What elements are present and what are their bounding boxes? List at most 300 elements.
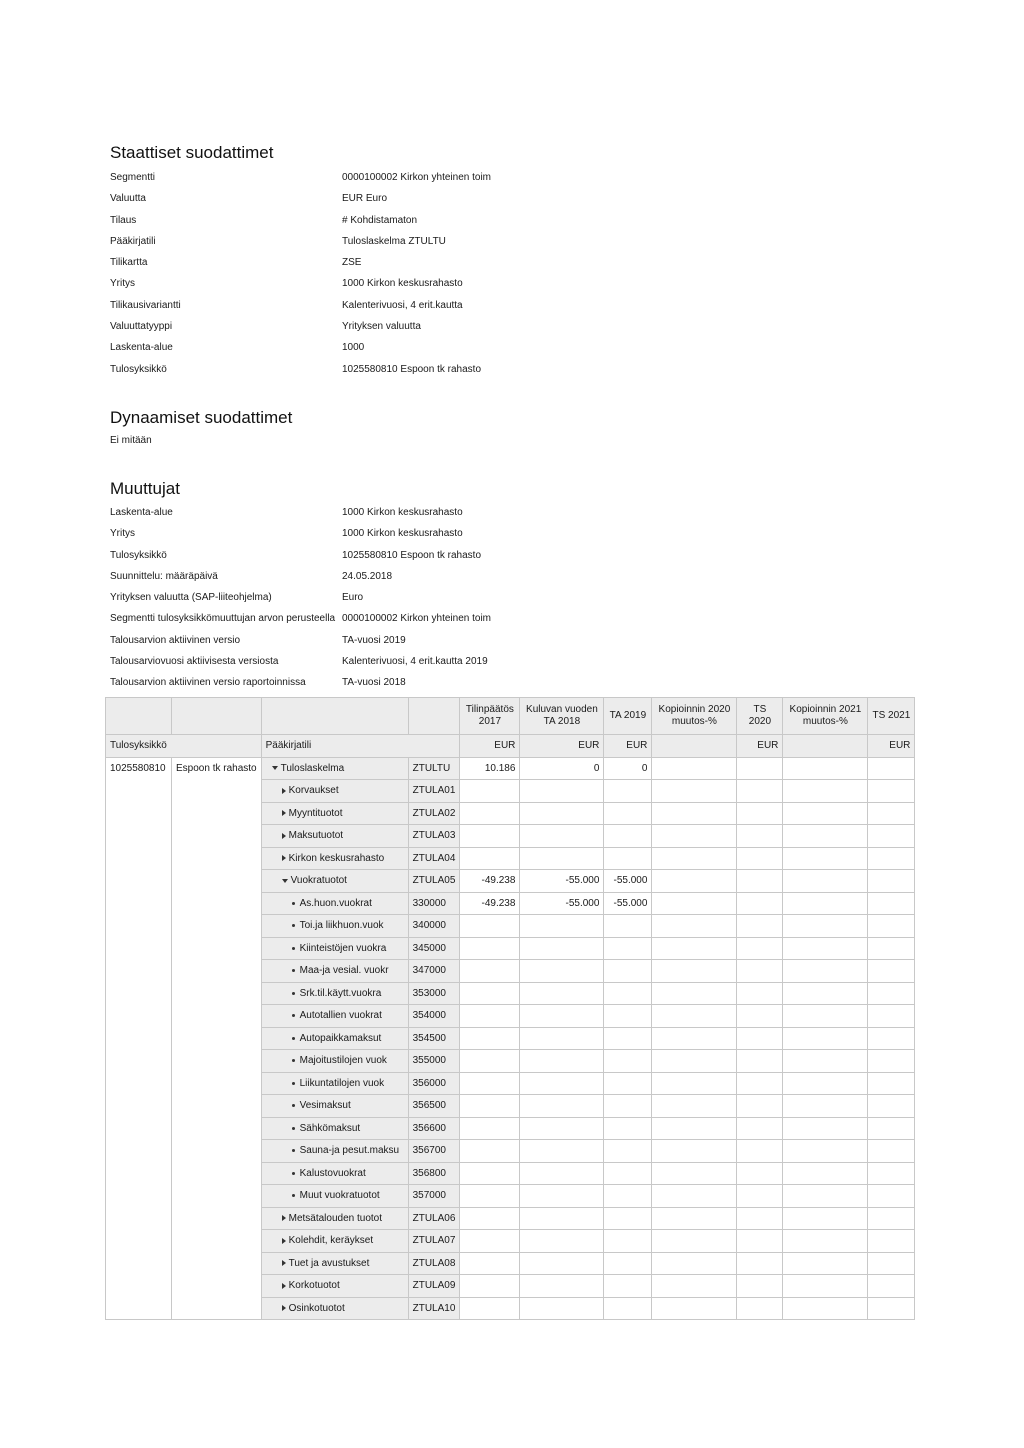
value-cell	[868, 982, 915, 1005]
gl-account-code: 354000	[408, 1005, 460, 1028]
gl-account-code: 355000	[408, 1050, 460, 1073]
gl-account-code: ZTULA07	[408, 1230, 460, 1253]
bullet-icon	[292, 902, 295, 905]
variable-row	[110, 656, 710, 677]
bullet-icon	[292, 1014, 295, 1017]
value-cell	[520, 1230, 604, 1253]
gl-account-name: Osinkotuotot	[288, 1302, 345, 1314]
value-cell	[604, 1027, 652, 1050]
static-filter-row	[110, 278, 710, 299]
static-filter-key: Tulosyksikkö	[110, 363, 167, 375]
variable-key: Talousarvion aktiivinen versio	[110, 634, 241, 646]
value-cell	[737, 780, 783, 803]
variable-row	[110, 635, 710, 656]
value-cell	[460, 1117, 520, 1140]
variable-value: 24.05.2018	[342, 570, 393, 582]
value-cell	[520, 1207, 604, 1230]
gl-account-label[interactable]	[261, 802, 408, 825]
value-cell	[652, 757, 737, 780]
gl-account-code: ZTULTU	[408, 757, 460, 780]
gl-account-name: Vuokratuotot	[290, 875, 347, 887]
gl-account-code: ZTULA08	[408, 1252, 460, 1275]
static-filter-row	[110, 236, 710, 257]
value-cell	[783, 870, 868, 893]
value-cell: 0	[520, 757, 604, 780]
gl-account-code: 357000	[408, 1185, 460, 1208]
value-cell	[520, 1117, 604, 1140]
value-cell: -55.000	[604, 870, 652, 893]
value-cell	[652, 1117, 737, 1140]
gl-account-name: Vesimaksut	[299, 1100, 351, 1112]
value-cell	[604, 780, 652, 803]
variable-row	[110, 571, 710, 592]
gl-account-label[interactable]	[261, 1252, 408, 1275]
value-cell	[737, 892, 783, 915]
static-filter-row	[110, 172, 710, 193]
value-cell	[652, 1162, 737, 1185]
bullet-icon	[292, 947, 295, 950]
value-cell	[737, 1252, 783, 1275]
bullet-icon	[292, 1104, 295, 1107]
value-cell	[520, 960, 604, 983]
value-cell	[652, 982, 737, 1005]
value-cell	[783, 960, 868, 983]
gl-account-code: 356800	[408, 1162, 460, 1185]
value-cell	[460, 982, 520, 1005]
gl-account-code: 340000	[408, 915, 460, 938]
gl-account-code: 356000	[408, 1072, 460, 1095]
variables-list	[110, 507, 710, 699]
gl-account-label	[261, 960, 408, 983]
variable-value: 1025580810 Espoon tk rahasto	[342, 549, 481, 561]
value-cell	[520, 1027, 604, 1050]
value-cell	[520, 1297, 604, 1320]
header-blank-cell	[106, 698, 172, 735]
gl-account-label[interactable]	[261, 847, 408, 870]
bullet-icon	[292, 1037, 295, 1040]
bullet-icon	[292, 1194, 295, 1197]
gl-account-name: Autotallien vuokrat	[299, 1010, 382, 1022]
static-filter-value: Tuloslaskelma ZTULTU	[342, 235, 446, 247]
static-filter-value: 1000	[342, 342, 365, 354]
value-cell	[520, 780, 604, 803]
value-cell	[737, 1207, 783, 1230]
value-cell	[604, 915, 652, 938]
gl-account-label[interactable]	[261, 1297, 408, 1320]
value-cell	[868, 1162, 915, 1185]
header-blank-cell	[408, 698, 460, 735]
value-cell	[652, 1230, 737, 1253]
gl-account-label	[261, 937, 408, 960]
static-filter-row	[110, 364, 710, 385]
bullet-icon	[292, 924, 295, 927]
bullet-icon	[292, 1059, 295, 1062]
value-cell	[604, 937, 652, 960]
gl-account-name: Autopaikkamaksut	[299, 1032, 382, 1044]
gl-account-code: ZTULA02	[408, 802, 460, 825]
value-cell	[868, 1230, 915, 1253]
value-cell	[520, 1140, 604, 1163]
value-cell	[604, 1162, 652, 1185]
gl-account-label[interactable]	[261, 780, 408, 803]
gl-account-label[interactable]	[261, 1207, 408, 1230]
value-cell: -49.238	[460, 892, 520, 915]
table-row	[106, 757, 915, 780]
value-cell	[868, 892, 915, 915]
value-cell	[460, 1185, 520, 1208]
expand-triangle-icon[interactable]	[282, 810, 286, 816]
value-cell: -55.000	[520, 892, 604, 915]
value-cell	[737, 937, 783, 960]
static-filter-row	[110, 193, 710, 214]
gl-account-code: 356700	[408, 1140, 460, 1163]
static-filter-value: # Kohdistamaton	[342, 214, 418, 226]
value-cell	[520, 1162, 604, 1185]
gl-account-name: Tuloslaskelma	[280, 762, 345, 774]
variable-value: 1000 Kirkon keskusrahasto	[342, 507, 463, 518]
value-cell	[737, 1140, 783, 1163]
expand-triangle-icon[interactable]	[282, 833, 286, 839]
value-cell	[460, 1207, 520, 1230]
value-cell	[460, 1027, 520, 1050]
value-cell	[783, 757, 868, 780]
gl-account-name: Kolehdit, keräykset	[288, 1235, 374, 1247]
value-cell	[460, 1297, 520, 1320]
bullet-icon	[292, 1172, 295, 1175]
value-cell	[604, 1275, 652, 1298]
value-cell	[783, 1117, 868, 1140]
variable-key: Yrityksen valuutta (SAP-liiteohjelma)	[110, 592, 272, 604]
static-filter-value: 1000 Kirkon keskusrahasto	[342, 278, 463, 290]
value-cell	[460, 802, 520, 825]
value-cell	[868, 1005, 915, 1028]
gl-account-label[interactable]	[261, 1230, 408, 1253]
value-cell	[783, 1005, 868, 1028]
value-cell	[604, 1297, 652, 1320]
value-cell	[460, 915, 520, 938]
gl-account-name: Korvaukset	[288, 785, 339, 797]
value-cell	[783, 1230, 868, 1253]
value-cell	[868, 870, 915, 893]
gl-account-label[interactable]	[261, 757, 408, 780]
value-cell	[868, 847, 915, 870]
value-cell	[604, 1050, 652, 1073]
value-cell	[737, 1162, 783, 1185]
static-filters-list	[110, 172, 710, 385]
value-cell	[737, 1275, 783, 1298]
variable-value: 1000 Kirkon keskusrahasto	[342, 528, 463, 540]
profit-center-name: Espoon tk rahasto	[172, 757, 262, 1320]
value-cell	[460, 1252, 520, 1275]
gl-account-name: Tuet ja avustukset	[288, 1257, 370, 1269]
gl-account-label	[261, 1050, 408, 1073]
value-cell	[783, 1207, 868, 1230]
value-cell	[737, 1117, 783, 1140]
gl-account-name: Majoitustilojen vuok	[299, 1055, 387, 1067]
value-cell	[868, 937, 915, 960]
variable-row	[110, 677, 710, 698]
value-cell	[737, 757, 783, 780]
static-filter-value: 1025580810 Espoon tk rahasto	[342, 363, 481, 375]
expand-triangle-icon[interactable]	[282, 1283, 286, 1289]
value-cell	[604, 1072, 652, 1095]
gl-account-header: Pääkirjatili	[261, 735, 460, 758]
value-cell	[737, 870, 783, 893]
value-cell	[520, 825, 604, 848]
static-filter-row	[110, 342, 710, 363]
value-cell	[460, 1095, 520, 1118]
value-cell: 10.186	[460, 757, 520, 780]
static-filter-value: EUR Euro	[342, 193, 388, 205]
static-filters-title: Staattiset suodattimet	[110, 143, 274, 162]
gl-account-label[interactable]	[261, 1275, 408, 1298]
unit-header: EUR	[604, 735, 652, 758]
variable-key: Yritys	[110, 528, 135, 540]
value-cell	[604, 1185, 652, 1208]
value-cell	[868, 1185, 915, 1208]
value-cell	[737, 1050, 783, 1073]
profit-center-code: 1025580810	[106, 757, 172, 1320]
gl-account-name: Muut vuokratuotot	[299, 1190, 380, 1202]
gl-account-name: Srk.til.käytt.vuokra	[299, 987, 382, 999]
bullet-icon	[292, 1127, 295, 1130]
gl-account-name: Kirkon keskusrahasto	[288, 852, 385, 864]
static-filter-key: Laskenta-alue	[110, 342, 173, 354]
value-cell	[868, 1050, 915, 1073]
gl-account-name: Kiinteistöjen vuokra	[299, 942, 387, 954]
collapse-triangle-icon[interactable]	[272, 766, 278, 770]
value-cell	[868, 1252, 915, 1275]
gl-account-label	[261, 982, 408, 1005]
value-cell	[783, 1095, 868, 1118]
value-cell	[604, 1207, 652, 1230]
gl-account-code: 356500	[408, 1095, 460, 1118]
value-cell	[652, 1072, 737, 1095]
static-filter-row	[110, 321, 710, 342]
value-cell	[783, 1185, 868, 1208]
value-cell	[737, 802, 783, 825]
variable-row	[110, 507, 710, 528]
variable-row	[110, 550, 710, 571]
value-cell	[783, 892, 868, 915]
static-filter-key: Tilikausivariantti	[110, 299, 181, 311]
value-cell	[783, 847, 868, 870]
value-cell	[783, 1050, 868, 1073]
gl-account-name: Toi.ja liikhuon.vuok	[299, 920, 384, 932]
gl-account-code: 354500	[408, 1027, 460, 1050]
value-cell	[783, 825, 868, 848]
value-cell	[783, 1027, 868, 1050]
value-cell	[737, 982, 783, 1005]
value-cell	[460, 825, 520, 848]
gl-account-label	[261, 1027, 408, 1050]
value-cell	[783, 780, 868, 803]
value-cell	[783, 1297, 868, 1320]
variable-row	[110, 592, 710, 613]
expand-triangle-icon[interactable]	[282, 1305, 286, 1311]
value-cell: 0	[604, 757, 652, 780]
gl-account-label[interactable]	[261, 870, 408, 893]
variable-key: Laskenta-alue	[110, 507, 173, 518]
gl-account-name: Kalustovuokrat	[299, 1167, 366, 1179]
value-cell	[652, 802, 737, 825]
gl-account-code: ZTULA03	[408, 825, 460, 848]
value-cell	[604, 1005, 652, 1028]
variable-key: Talousarviovuosi aktiivisesta versiosta	[110, 656, 279, 668]
value-cell	[868, 1207, 915, 1230]
value-cell	[737, 1297, 783, 1320]
expand-triangle-icon[interactable]	[282, 1260, 286, 1266]
gl-account-name: Korkotuotot	[288, 1280, 340, 1292]
static-filter-row	[110, 257, 710, 278]
value-cell	[737, 1072, 783, 1095]
value-cell	[737, 1005, 783, 1028]
gl-account-name: Maksutuotot	[288, 830, 344, 842]
expand-triangle-icon[interactable]	[282, 788, 286, 794]
gl-account-label[interactable]	[261, 825, 408, 848]
gl-account-name: Metsätalouden tuotot	[288, 1212, 383, 1224]
value-cell	[783, 937, 868, 960]
value-cell	[604, 1140, 652, 1163]
value-cell	[737, 1095, 783, 1118]
value-cell: -49.238	[460, 870, 520, 893]
column-header: Kopioinnin 2020 muutos-%	[652, 698, 737, 735]
dynamic-filters-title: Dynaamiset suodattimet	[110, 408, 293, 427]
static-filter-key: Yritys	[110, 278, 135, 290]
static-filter-value: Kalenterivuosi, 4 erit.kautta	[342, 299, 463, 311]
value-cell: -55.000	[604, 892, 652, 915]
value-cell	[737, 960, 783, 983]
report-table	[105, 697, 915, 1320]
table-header-row	[106, 698, 915, 735]
value-cell	[604, 982, 652, 1005]
value-cell	[868, 1275, 915, 1298]
gl-account-code: ZTULA01	[408, 780, 460, 803]
value-cell	[520, 1095, 604, 1118]
value-cell	[868, 780, 915, 803]
value-cell	[652, 960, 737, 983]
gl-account-label	[261, 1185, 408, 1208]
gl-account-name: Maa-ja vesial. vuokr	[299, 965, 389, 977]
variable-key: Talousarvion aktiivinen versio raportoinnissa	[110, 677, 306, 689]
value-cell	[460, 937, 520, 960]
value-cell	[460, 1050, 520, 1073]
value-cell	[868, 757, 915, 780]
gl-account-code: ZTULA10	[408, 1297, 460, 1320]
value-cell	[868, 1072, 915, 1095]
column-header: Tilinpäätös 2017	[460, 698, 520, 735]
value-cell	[737, 825, 783, 848]
value-cell	[604, 1117, 652, 1140]
value-cell	[737, 1185, 783, 1208]
value-cell	[652, 780, 737, 803]
gl-account-name: Liikuntatilojen vuok	[299, 1077, 385, 1089]
column-header: TA 2019	[604, 698, 652, 735]
value-cell	[783, 915, 868, 938]
value-cell	[783, 802, 868, 825]
gl-account-label	[261, 1095, 408, 1118]
value-cell	[652, 870, 737, 893]
value-cell	[652, 1095, 737, 1118]
column-header: Kuluvan vuoden TA 2018	[520, 698, 604, 735]
gl-account-label	[261, 1117, 408, 1140]
collapse-triangle-icon[interactable]	[282, 879, 288, 883]
static-filter-key: Pääkirjatili	[110, 235, 156, 247]
expand-triangle-icon[interactable]	[282, 1238, 286, 1244]
static-filter-row	[110, 300, 710, 321]
expand-triangle-icon[interactable]	[282, 1215, 286, 1221]
header-blank-cell	[172, 698, 262, 735]
gl-account-label	[261, 1162, 408, 1185]
value-cell	[520, 937, 604, 960]
gl-account-label	[261, 1140, 408, 1163]
value-cell	[737, 847, 783, 870]
gl-account-label	[261, 1005, 408, 1028]
variable-key: Tulosyksikkö	[110, 549, 167, 561]
value-cell	[520, 1252, 604, 1275]
value-cell	[652, 1185, 737, 1208]
variable-value: 0000100002 Kirkon yhteinen toim	[342, 613, 491, 625]
value-cell	[783, 1162, 868, 1185]
table-subheader-row	[106, 735, 915, 758]
value-cell	[520, 1275, 604, 1298]
unit-header: EUR	[868, 735, 915, 758]
variable-key: Suunnittelu: määräpäivä	[110, 570, 218, 582]
value-cell	[604, 825, 652, 848]
value-cell	[460, 1005, 520, 1028]
value-cell	[783, 1140, 868, 1163]
static-filter-key: Tilikartta	[110, 257, 148, 269]
value-cell	[520, 847, 604, 870]
value-cell	[604, 1095, 652, 1118]
value-cell	[652, 847, 737, 870]
bullet-icon	[292, 992, 295, 995]
variable-row	[110, 613, 710, 634]
variable-value: Euro	[342, 592, 364, 604]
value-cell	[460, 1230, 520, 1253]
gl-account-code: 330000	[408, 892, 460, 915]
expand-triangle-icon[interactable]	[282, 855, 286, 861]
value-cell	[868, 1027, 915, 1050]
value-cell	[604, 847, 652, 870]
static-filter-key: Valuuttatyyppi	[110, 321, 173, 333]
value-cell	[652, 1005, 737, 1028]
unit-header: EUR	[460, 735, 520, 758]
value-cell	[520, 802, 604, 825]
value-cell	[604, 1230, 652, 1253]
value-cell	[652, 1050, 737, 1073]
gl-account-code: ZTULA09	[408, 1275, 460, 1298]
value-cell	[460, 1162, 520, 1185]
value-cell	[868, 1095, 915, 1118]
value-cell	[520, 1005, 604, 1028]
column-header: Kopioinnin 2021 muutos-%	[783, 698, 868, 735]
value-cell	[652, 1207, 737, 1230]
value-cell	[783, 1252, 868, 1275]
value-cell	[652, 892, 737, 915]
variable-value: TA-vuosi 2018	[342, 677, 406, 689]
value-cell	[868, 1117, 915, 1140]
value-cell	[737, 1230, 783, 1253]
bullet-icon	[292, 969, 295, 972]
gl-account-code: 345000	[408, 937, 460, 960]
value-cell	[737, 915, 783, 938]
value-cell	[520, 982, 604, 1005]
value-cell	[868, 960, 915, 983]
value-cell	[460, 1275, 520, 1298]
gl-account-code: 356600	[408, 1117, 460, 1140]
gl-account-name: As.huon.vuokrat	[299, 897, 372, 909]
